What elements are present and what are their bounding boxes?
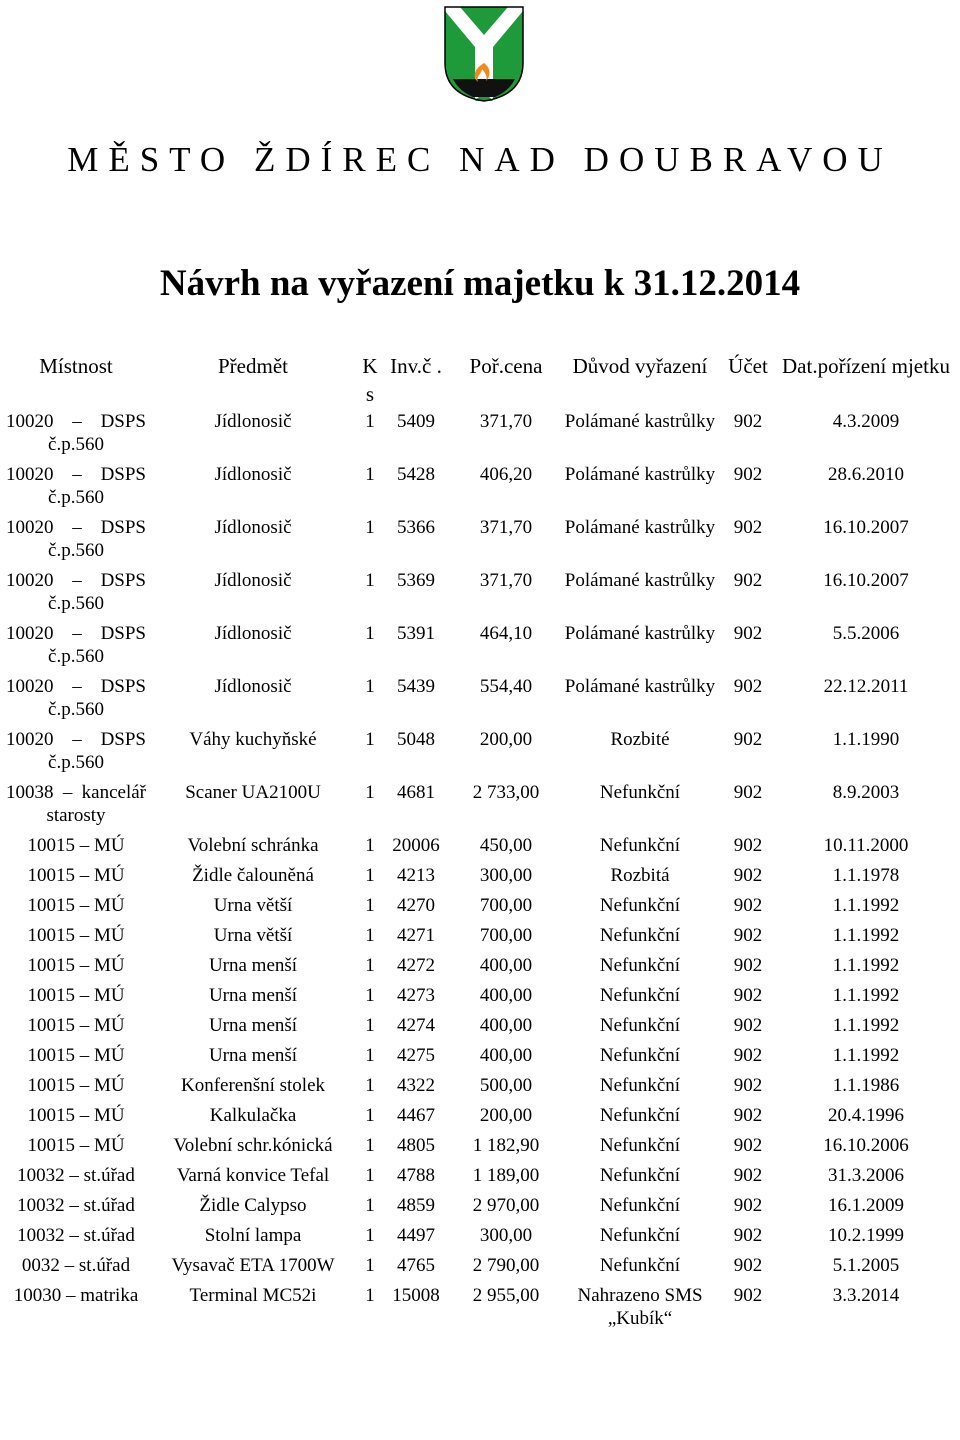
cell-room: 10015 – MÚ <box>27 1105 125 1126</box>
cell-room: 10015 – MÚ <box>27 865 125 886</box>
cell-room: 10020 – DSPS č.p.560 <box>6 570 146 614</box>
cell-reason: Nefunkční <box>599 1015 681 1036</box>
cell-date: 1.1.1992 <box>832 925 900 946</box>
cell-inventory-number: 4270 <box>397 895 435 916</box>
table-body <box>4 408 954 1335</box>
cell-item: Konferenšní stolek <box>180 1075 326 1096</box>
cell-quantity: 1 <box>365 729 375 750</box>
cell-room: 10020 – DSPS č.p.560 <box>6 464 146 508</box>
cell-room: 10015 – MÚ <box>27 955 125 976</box>
header-inventory-number: Inv.č . <box>390 354 442 378</box>
asset-disposal-table <box>4 352 954 1335</box>
table-row <box>4 726 954 779</box>
cell-quantity: 1 <box>365 925 375 946</box>
cell-quantity: 1 <box>365 1105 375 1126</box>
cell-inventory-number: 5366 <box>397 517 435 538</box>
cell-item: Urna větší <box>213 925 293 946</box>
cell-account: 902 <box>733 1015 763 1036</box>
cell-reason: Nefunkční <box>599 1075 681 1096</box>
cell-item: Scaner UA2100U <box>185 782 321 803</box>
cell-room: 10032 – st.úřad <box>17 1225 135 1246</box>
cell-reason: Rozbitá <box>610 865 670 886</box>
cell-reason: Polámané kastrůlky <box>564 411 716 432</box>
cell-room: 10015 – MÚ <box>27 895 125 916</box>
table-row <box>4 461 954 514</box>
table-row <box>4 952 954 982</box>
cell-inventory-number: 4859 <box>397 1195 435 1216</box>
cell-item: Urna menší <box>208 1045 298 1066</box>
cell-price: 400,00 <box>479 955 533 976</box>
cell-room: 0032 – st.úřad <box>21 1255 131 1276</box>
cell-date: 10.2.1999 <box>828 1225 904 1246</box>
cell-date: 5.1.2005 <box>832 1255 900 1276</box>
cell-item: Židle Calypso <box>199 1195 307 1216</box>
cell-room: 10020 – DSPS č.p.560 <box>6 411 146 455</box>
document-title: Návrh na vyřazení majetku k 31.12.2014 <box>159 263 801 304</box>
cell-account: 902 <box>733 464 763 485</box>
cell-inventory-number: 5428 <box>397 464 435 485</box>
cell-room: 10015 – MÚ <box>27 835 125 856</box>
cell-account: 902 <box>733 1045 763 1066</box>
cell-quantity: 1 <box>365 955 375 976</box>
cell-account: 902 <box>733 623 763 644</box>
table-row <box>4 1072 954 1102</box>
cell-reason: Nefunkční <box>599 955 681 976</box>
cell-item: Váhy kuchyňské <box>189 729 317 750</box>
cell-account: 902 <box>733 1105 763 1126</box>
cell-reason: Polámané kastrůlky <box>564 676 716 697</box>
cell-price: 450,00 <box>479 835 533 856</box>
cell-price: 371,70 <box>479 517 533 538</box>
coat-of-arms-emblem <box>443 5 525 103</box>
cell-reason: Polámané kastrůlky <box>564 517 716 538</box>
cell-account: 902 <box>733 1255 763 1276</box>
cell-inventory-number: 4322 <box>397 1075 435 1096</box>
cell-item: Volební schr.kónická <box>173 1135 333 1156</box>
cell-inventory-number: 5048 <box>397 729 435 750</box>
cell-inventory-number: 4213 <box>397 865 435 886</box>
header-disposal-reason: Důvod vyřazení <box>572 354 708 378</box>
cell-quantity: 1 <box>365 1015 375 1036</box>
cell-room: 10020 – DSPS č.p.560 <box>6 676 146 720</box>
header-item: Předmět <box>218 354 288 378</box>
cell-room: 10015 – MÚ <box>27 925 125 946</box>
cell-price: 400,00 <box>479 1015 533 1036</box>
cell-item: Urna větší <box>213 895 293 916</box>
cell-quantity: 1 <box>365 895 375 916</box>
cell-item: Jídlonosič <box>214 623 292 644</box>
table-row <box>4 408 954 461</box>
cell-room: 10015 – MÚ <box>27 985 125 1006</box>
cell-price: 700,00 <box>479 895 533 916</box>
cell-inventory-number: 20006 <box>392 835 440 856</box>
cell-account: 902 <box>733 985 763 1006</box>
cell-account: 902 <box>733 895 763 916</box>
cell-room: 10015 – MÚ <box>27 1135 125 1156</box>
cell-date: 8.9.2003 <box>832 782 900 803</box>
cell-quantity: 1 <box>365 1165 375 1186</box>
cell-room: 10032 – st.úřad <box>17 1165 135 1186</box>
header-account: Účet <box>728 354 768 378</box>
cell-reason: Nefunkční <box>599 925 681 946</box>
cell-account: 902 <box>733 865 763 886</box>
header-quantity: K s <box>362 354 378 406</box>
table-row <box>4 620 954 673</box>
table-row <box>4 779 954 832</box>
cell-room: 10015 – MÚ <box>27 1045 125 1066</box>
cell-quantity: 1 <box>365 1225 375 1246</box>
cell-quantity: 1 <box>365 517 375 538</box>
cell-price: 400,00 <box>479 985 533 1006</box>
cell-date: 22.12.2011 <box>823 676 909 697</box>
cell-reason: Nahrazeno SMS „Kubík“ <box>577 1285 703 1329</box>
city-name: MĚSTO ŽDÍREC NAD DOUBRAVOU <box>67 140 893 179</box>
cell-account: 902 <box>733 1135 763 1156</box>
cell-item: Jídlonosič <box>214 570 292 591</box>
cell-quantity: 1 <box>365 1285 375 1306</box>
cell-price: 300,00 <box>479 865 533 886</box>
cell-date: 1.1.1992 <box>832 1045 900 1066</box>
table-row <box>4 892 954 922</box>
cell-price: 1 189,00 <box>472 1165 540 1186</box>
cell-date: 1.1.1992 <box>832 955 900 976</box>
cell-quantity: 1 <box>365 1075 375 1096</box>
cell-item: Urna menší <box>208 1015 298 1036</box>
cell-date: 16.10.2006 <box>823 1135 909 1156</box>
cell-price: 500,00 <box>479 1075 533 1096</box>
cell-quantity: 1 <box>365 1045 375 1066</box>
cell-room: 10020 – DSPS č.p.560 <box>6 623 146 667</box>
cell-price: 200,00 <box>479 1105 533 1126</box>
cell-price: 371,70 <box>479 570 533 591</box>
cell-reason: Nefunkční <box>599 1165 681 1186</box>
cell-date: 4.3.2009 <box>832 411 900 432</box>
cell-item: Vysavač ETA 1700W <box>171 1255 335 1276</box>
table-row <box>4 1162 954 1192</box>
table-row <box>4 1252 954 1282</box>
table-row <box>4 1222 954 1252</box>
cell-inventory-number: 4272 <box>397 955 435 976</box>
cell-price: 1 182,90 <box>472 1135 540 1156</box>
cell-item: Jídlonosič <box>214 676 292 697</box>
cell-inventory-number: 4274 <box>397 1015 435 1036</box>
cell-room: 10020 – DSPS č.p.560 <box>6 517 146 561</box>
header-room: Místnost <box>39 354 113 378</box>
cell-item: Stolní lampa <box>204 1225 302 1246</box>
cell-inventory-number: 5409 <box>397 411 435 432</box>
cell-inventory-number: 5439 <box>397 676 435 697</box>
cell-reason: Nefunkční <box>599 985 681 1006</box>
cell-account: 902 <box>733 955 763 976</box>
cell-inventory-number: 4681 <box>397 782 435 803</box>
cell-reason: Nefunkční <box>599 835 681 856</box>
cell-quantity: 1 <box>365 782 375 803</box>
cell-inventory-number: 4271 <box>397 925 435 946</box>
cell-reason: Nefunkční <box>599 782 681 803</box>
cell-price: 371,70 <box>479 411 533 432</box>
cell-account: 902 <box>733 729 763 750</box>
cell-quantity: 1 <box>365 1255 375 1276</box>
cell-reason: Polámané kastrůlky <box>564 464 716 485</box>
cell-quantity: 1 <box>365 1195 375 1216</box>
table-row <box>4 1012 954 1042</box>
cell-item: Volební schránka <box>187 835 319 856</box>
cell-date: 1.1.1978 <box>832 865 900 886</box>
cell-inventory-number: 4467 <box>397 1105 435 1126</box>
cell-reason: Nefunkční <box>599 1045 681 1066</box>
cell-price: 200,00 <box>479 729 533 750</box>
cell-quantity: 1 <box>365 1135 375 1156</box>
table-row <box>4 1042 954 1072</box>
cell-account: 902 <box>733 1195 763 1216</box>
cell-account: 902 <box>733 1165 763 1186</box>
cell-quantity: 1 <box>365 570 375 591</box>
table-row <box>4 922 954 952</box>
cell-quantity: 1 <box>365 623 375 644</box>
cell-price: 2 970,00 <box>472 1195 540 1216</box>
cell-date: 16.10.2007 <box>823 517 909 538</box>
cell-item: Urna menší <box>208 985 298 1006</box>
cell-account: 902 <box>733 1225 763 1246</box>
table-header-row <box>4 352 954 408</box>
cell-date: 31.3.2006 <box>828 1165 904 1186</box>
table-row <box>4 673 954 726</box>
cell-inventory-number: 15008 <box>392 1285 440 1306</box>
cell-inventory-number: 4765 <box>397 1255 435 1276</box>
cell-room: 10030 – matrika <box>13 1285 139 1306</box>
table-row <box>4 1282 954 1335</box>
cell-item: Urna menší <box>208 955 298 976</box>
table-row <box>4 514 954 567</box>
cell-account: 902 <box>733 570 763 591</box>
cell-item: Jídlonosič <box>214 411 292 432</box>
table-row <box>4 1102 954 1132</box>
cell-date: 1.1.1992 <box>832 985 900 1006</box>
cell-inventory-number: 4805 <box>397 1135 435 1156</box>
cell-room: 10015 – MÚ <box>27 1075 125 1096</box>
cell-item: Jídlonosič <box>214 517 292 538</box>
cell-date: 3.3.2014 <box>832 1285 900 1306</box>
cell-item: Jídlonosič <box>214 464 292 485</box>
cell-quantity: 1 <box>365 985 375 1006</box>
cell-reason: Rozbité <box>610 729 670 750</box>
table-row <box>4 862 954 892</box>
cell-price: 406,20 <box>479 464 533 485</box>
table-row <box>4 832 954 862</box>
cell-inventory-number: 5391 <box>397 623 435 644</box>
cell-account: 902 <box>733 925 763 946</box>
cell-date: 1.1.1990 <box>832 729 900 750</box>
header-acquisition-price: Poř.cena <box>469 354 543 378</box>
cell-reason: Nefunkční <box>599 1135 681 1156</box>
cell-price: 2 790,00 <box>472 1255 540 1276</box>
cell-account: 902 <box>733 1285 763 1306</box>
cell-date: 10.11.2000 <box>823 835 909 856</box>
cell-item: Varná konvice Tefal <box>176 1165 330 1186</box>
cell-quantity: 1 <box>365 835 375 856</box>
cell-account: 902 <box>733 835 763 856</box>
cell-price: 700,00 <box>479 925 533 946</box>
cell-price: 2 733,00 <box>472 782 540 803</box>
cell-date: 1.1.1992 <box>832 895 900 916</box>
cell-reason: Nefunkční <box>599 1105 681 1126</box>
cell-inventory-number: 4788 <box>397 1165 435 1186</box>
cell-date: 1.1.1992 <box>832 1015 900 1036</box>
cell-date: 5.5.2006 <box>832 623 900 644</box>
cell-date: 28.6.2010 <box>828 464 904 485</box>
cell-quantity: 1 <box>365 411 375 432</box>
cell-reason: Nefunkční <box>599 1225 681 1246</box>
cell-inventory-number: 4273 <box>397 985 435 1006</box>
cell-inventory-number: 5369 <box>397 570 435 591</box>
cell-price: 400,00 <box>479 1045 533 1066</box>
cell-date: 1.1.1986 <box>832 1075 900 1096</box>
cell-account: 902 <box>733 411 763 432</box>
cell-account: 902 <box>733 517 763 538</box>
cell-price: 2 955,00 <box>472 1285 540 1306</box>
cell-quantity: 1 <box>365 464 375 485</box>
cell-account: 902 <box>733 782 763 803</box>
cell-price: 464,10 <box>479 623 533 644</box>
cell-item: Kalkulačka <box>209 1105 297 1126</box>
cell-room: 10015 – MÚ <box>27 1015 125 1036</box>
cell-room: 10038 – kancelář starosty <box>6 782 146 826</box>
cell-account: 902 <box>733 676 763 697</box>
cell-quantity: 1 <box>365 676 375 697</box>
cell-item: Židle čalouněná <box>192 865 314 886</box>
cell-price: 554,40 <box>479 676 533 697</box>
header-acquisition-date: Dat.pořízení mjetku <box>782 354 950 378</box>
cell-reason: Polámané kastrůlky <box>564 623 716 644</box>
cell-reason: Nefunkční <box>599 895 681 916</box>
cell-item: Terminal MC52i <box>189 1285 317 1306</box>
cell-room: 10032 – st.úřad <box>17 1195 135 1216</box>
cell-reason: Polámané kastrůlky <box>564 570 716 591</box>
table-row <box>4 982 954 1012</box>
cell-inventory-number: 4497 <box>397 1225 435 1246</box>
cell-room: 10020 – DSPS č.p.560 <box>6 729 146 773</box>
cell-date: 20.4.1996 <box>828 1105 904 1126</box>
cell-inventory-number: 4275 <box>397 1045 435 1066</box>
cell-reason: Nefunkční <box>599 1195 681 1216</box>
table-row <box>4 1132 954 1162</box>
cell-date: 16.10.2007 <box>823 570 909 591</box>
cell-account: 902 <box>733 1075 763 1096</box>
table-row <box>4 567 954 620</box>
cell-quantity: 1 <box>365 865 375 886</box>
cell-date: 16.1.2009 <box>828 1195 904 1216</box>
table-row <box>4 1192 954 1222</box>
cell-reason: Nefunkční <box>599 1255 681 1276</box>
cell-price: 300,00 <box>479 1225 533 1246</box>
